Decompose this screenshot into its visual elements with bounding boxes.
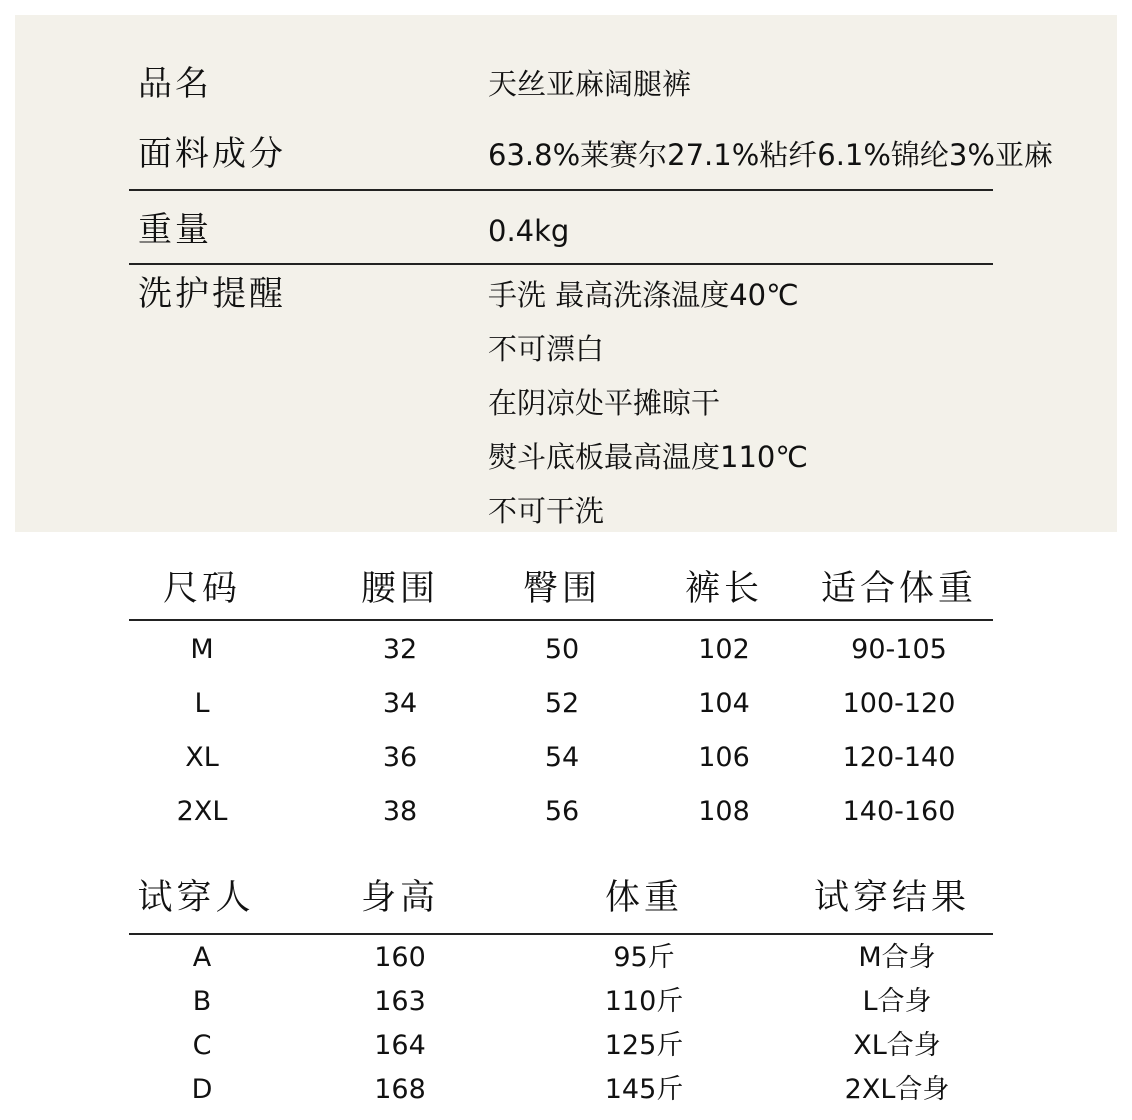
table-cell: 54 (544, 742, 580, 773)
table-cell: XL (185, 742, 219, 773)
table-cell: L合身 (862, 986, 932, 1017)
table-cell: 2XL合身 (844, 1074, 950, 1105)
table-cell: 108 (698, 796, 750, 827)
hip-header: 臀围 (522, 569, 602, 609)
care-item: 不可干洗 (488, 494, 605, 528)
table-cell: 120-140 (842, 742, 956, 773)
height-header: 身高 (360, 878, 440, 918)
table-cell: 160 (374, 942, 426, 973)
table-cell: B (192, 986, 212, 1017)
care-item: 手洗 最高洗涤温度40℃ (488, 278, 799, 312)
table-cell: 38 (382, 796, 418, 827)
result-header: 试穿结果 (813, 878, 971, 918)
weight-range-header: 适合体重 (820, 569, 978, 609)
table-cell: 36 (382, 742, 418, 773)
length-header: 裤长 (684, 569, 764, 609)
table-cell: 52 (544, 688, 580, 719)
product-name-label: 品名 (138, 64, 212, 104)
care-label: 洗护提醒 (138, 274, 286, 314)
table-cell: XL合身 (853, 1030, 941, 1061)
care-item: 在阴凉处平摊晾干 (488, 386, 721, 420)
table-cell: 2XL (176, 796, 228, 827)
table-cell: A (192, 942, 212, 973)
table-cell: 90-105 (851, 634, 947, 665)
fabric-value: 63.8%莱赛尔27.1%粘纤6.1%锦纶3%亚麻 (488, 138, 1053, 172)
table-cell: 56 (544, 796, 580, 827)
product-name-value: 天丝亚麻阔腿裤 (488, 67, 692, 101)
table-cell: C (192, 1030, 212, 1061)
table-cell: 145斤 (604, 1074, 684, 1105)
table-cell: D (191, 1074, 213, 1105)
table-cell: L (194, 688, 210, 719)
care-item: 不可漂白 (488, 332, 605, 366)
table-cell: 168 (374, 1074, 426, 1105)
table-cell: 104 (698, 688, 750, 719)
table-cell: 50 (544, 634, 580, 665)
table-cell: M (190, 634, 214, 665)
body-weight-header: 体重 (604, 878, 684, 918)
divider-fabric (129, 189, 993, 191)
table-cell: 164 (374, 1030, 426, 1061)
table-cell: 140-160 (842, 796, 956, 827)
tryon-table-divider (129, 933, 993, 935)
size-table-divider (129, 619, 993, 621)
divider-weight (129, 263, 993, 265)
table-cell: 110斤 (604, 986, 684, 1017)
tester-header: 试穿人 (137, 878, 255, 918)
table-cell: 163 (374, 986, 426, 1017)
table-cell: 32 (382, 634, 418, 665)
weight-value: 0.4kg (488, 214, 570, 248)
care-item: 熨斗底板最高温度110℃ (488, 440, 808, 474)
table-cell: 125斤 (604, 1030, 684, 1061)
waist-header: 腰围 (360, 569, 440, 609)
table-cell: M合身 (858, 942, 936, 973)
fabric-label: 面料成分 (138, 134, 286, 174)
table-cell: 34 (382, 688, 418, 719)
table-cell: 106 (698, 742, 750, 773)
size-header: 尺码 (162, 569, 242, 609)
table-cell: 95斤 (613, 942, 675, 973)
table-cell: 100-120 (842, 688, 956, 719)
weight-label: 重量 (138, 210, 212, 250)
table-cell: 102 (698, 634, 750, 665)
